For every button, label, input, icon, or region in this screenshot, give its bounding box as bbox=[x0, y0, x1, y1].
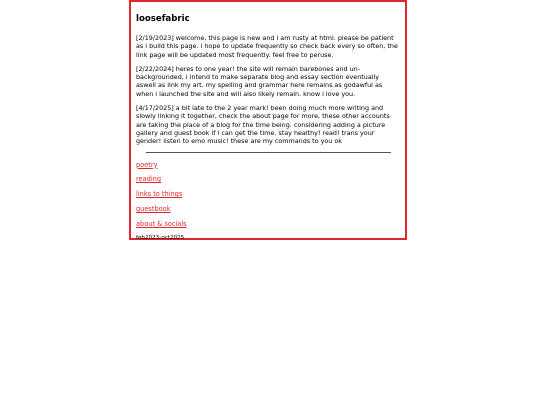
nav-link-poetry[interactable]: poetry bbox=[136, 160, 158, 169]
nav-link-about-socials[interactable]: about & socials bbox=[136, 220, 187, 229]
nav-link-guestbook[interactable]: guestbook bbox=[136, 205, 171, 214]
section-divider bbox=[146, 152, 391, 153]
footer-date-range: feb2023-oct2025 bbox=[136, 235, 185, 242]
nav-link-links-to-things[interactable]: links to things bbox=[136, 190, 183, 199]
update-post-2023: [2/19/2023] welcome, this page is new and i am rusty at html. please be patient as i build this page. i hope to update frequently so check back every so often, the link page will be updated most frequently. feel free to peruse. bbox=[136, 34, 398, 59]
nav-links bbox=[136, 161, 400, 229]
content-frame bbox=[129, 0, 407, 240]
update-post-2025: [4/17/2025] a bit late to the 2 year mark! been doing much more writing and slowly linking it together, check the about page for more, these other accounts are taking the place of a blog for the time being. considering adding a picture gallery and guest book if i can get the time. stay healthy! read! trans your gender! listen to emo music! these are my commands to you ok bbox=[136, 104, 390, 146]
site-title: loosefabric bbox=[136, 14, 190, 24]
nav-link-reading[interactable]: reading bbox=[136, 175, 162, 184]
update-post-2024: [2/22/2024] heres to one year! the site will remain barebones and un-backgrounded, i intend to make separate blog and essay section eventually aswell as link my art. my spelling and grammar here remains as godawful as when i launched the site and will also likely remain. know i love you. bbox=[136, 64, 383, 98]
